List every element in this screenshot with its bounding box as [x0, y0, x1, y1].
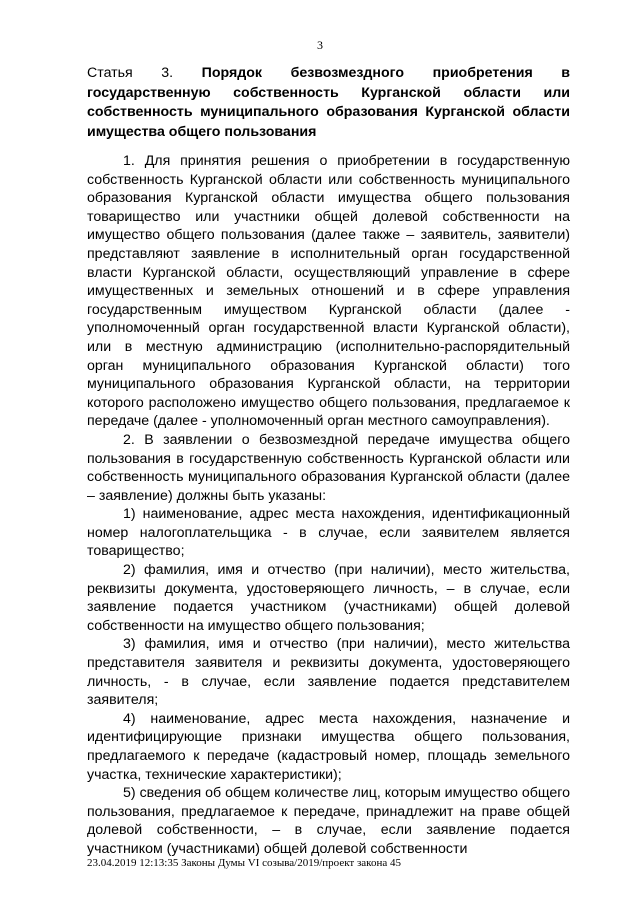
- article-heading: Порядок безвозмездного приобретения в государственную собственность Курганской области или собственность муниципального образования Курганской области имущества общего пользования: [87, 65, 570, 140]
- article-title: [87, 64, 570, 142]
- article-number: Статья 3.: [87, 65, 174, 81]
- list-item-3: 3) фамилия, имя и отчество (при наличии), место жительства представителя заявителя и реквизиты документа, удостоверяющего личность, - в случае, если заявление подается представителем заявителя;: [87, 636, 570, 709]
- document-footer: 23.04.2019 12:13:35 Законы Думы VI созыва/2019/проект закона 45: [87, 857, 401, 869]
- paragraph-2: 2. В заявлении о безвозмездной передаче имущества общего пользования в государственную собственность Курганской области или собственность муниципального образования Курганской области (далее – заявление) должны быть указаны:: [87, 431, 570, 504]
- page-number: 3: [317, 38, 323, 52]
- list-item-4: 4) наименование, адрес места нахождения, назначение и идентифицирующие признаки имущества общего пользования, предлагаемого к передаче (кадастровый номер, площадь земельного участка, технические характеристики);: [87, 710, 570, 783]
- list-item-2: 2) фамилия, имя и отчество (при наличии), место жительства, реквизиты документа, удостоверяющего личность, – в случае, если заявление подается участником (участниками) общей долевой собственности на имущество общего пользования;: [87, 562, 570, 634]
- list-item-5: 5) сведения об общем количестве лиц, которым имущество общего пользования, предлагаемое к передаче, принадлежит на праве общей долевой собственности, – в случае, если заявление подается участником (участниками) общей долевой собственности: [87, 785, 570, 857]
- list-item-1: 1) наименование, адрес места нахождения, идентификационный номер налогоплательщика - в случае, если заявителем является товарищество;: [87, 506, 570, 560]
- article-body: [87, 152, 570, 859]
- paragraph-1: 1. Для принятия решения о приобретении в государственную собственность Курганской области или собственность муниципального образования Курганской области имущества общего пользования товарищество или участники общей долевой собственности на имущество общего пользования (далее также – заявитель, заявители) представляют заявление в исполнительный орган государственной власти Курганской области, осуществляющий управление в сфере имущественных и земельных отношений и в сфере управления государственным имуществом Курганской области (далее - уполномоченный орган государственной власти Курганской области), или в местную администрацию (исполнительно-распорядительный орган муниципального образования Курганской области) того муниципального образования Курганской области, на территории которого расположено имущество общего пользования, предлагаемое к передаче (далее - уполномоченный орган местного самоуправления).: [87, 153, 570, 430]
